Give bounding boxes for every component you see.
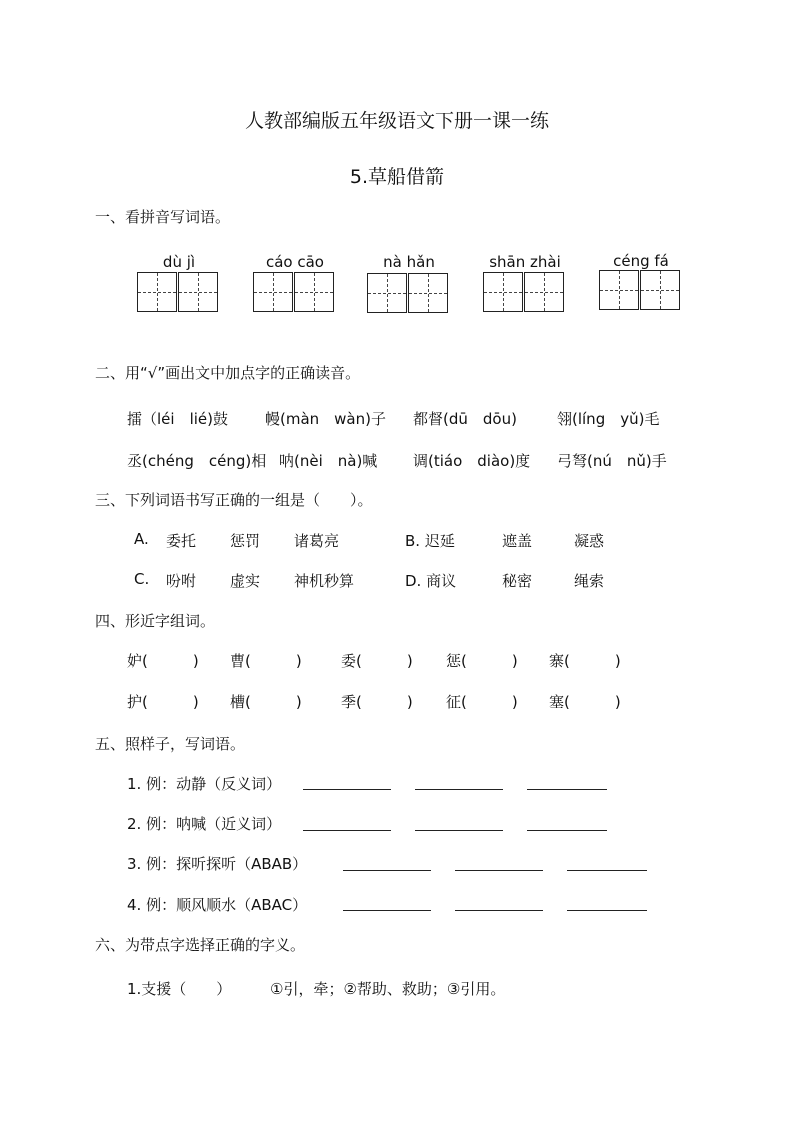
choice-letter[interactable]: B. 迟延 (405, 532, 455, 550)
reading-option[interactable]: 擂（léi lié)鼓 (127, 410, 228, 428)
writing-grid-box[interactable] (408, 273, 448, 313)
section-4-heading: 四、形近字组词。 (95, 612, 216, 630)
section-1-heading: 一、看拼音写词语。 (95, 208, 231, 226)
lesson-title: 5.草船借箭 (349, 166, 445, 188)
choice-word: 凝惑 (574, 532, 605, 550)
choice-word: 委托 (166, 532, 197, 550)
char-group-item[interactable]: 曹( ) (230, 652, 302, 670)
choice-word: 虚实 (230, 572, 261, 590)
char-group-item[interactable]: 委( ) (341, 652, 413, 670)
answer-blank[interactable] (415, 830, 503, 831)
writing-grid-box[interactable] (294, 272, 334, 312)
char-group-item[interactable]: 槽( ) (230, 693, 302, 711)
choice-word: 惩罚 (230, 532, 261, 550)
choice-word: 神机秒算 (294, 572, 355, 590)
answer-blank[interactable] (455, 910, 543, 911)
writing-grid-box[interactable] (524, 272, 564, 312)
char-group-item[interactable]: 季( ) (341, 693, 413, 711)
writing-grid-box[interactable] (137, 272, 177, 312)
pinyin-label: cáo cāo (265, 253, 324, 271)
answer-blank[interactable] (303, 789, 391, 790)
reading-option[interactable]: 弓弩(nú nǔ)手 (557, 452, 667, 470)
section-3-heading: 三、下列词语书写正确的一组是（ ）。 (95, 491, 373, 509)
pinyin-label: céng fá (613, 252, 669, 270)
choice-word: 吩咐 (166, 572, 197, 590)
meaning-options: ①引，牵；②帮助、救助；③引用。 (270, 980, 506, 998)
char-group-item[interactable]: 惩( ) (446, 652, 518, 670)
answer-blank[interactable] (415, 789, 503, 790)
writing-grid-box[interactable] (253, 272, 293, 312)
choice-word: 绳索 (574, 572, 605, 590)
answer-blank[interactable] (303, 830, 391, 831)
choice-letter[interactable]: D. 商议 (405, 572, 457, 590)
reading-option[interactable]: 丞(chéng céng)相 (127, 452, 267, 470)
choice-word: 秘密 (502, 572, 533, 590)
reading-option[interactable]: 幔(màn wàn)子 (265, 410, 386, 428)
choice-word: 遮盖 (502, 532, 533, 550)
reading-option[interactable]: 都督(dū dōu) (413, 410, 517, 428)
choice-word: 诸葛亮 (294, 532, 340, 550)
writing-grid-box[interactable] (640, 270, 680, 310)
char-group-item[interactable]: 护( ) (127, 693, 199, 711)
writing-grid-box[interactable] (599, 270, 639, 310)
pinyin-label: dù jì (162, 253, 196, 271)
answer-blank[interactable] (343, 910, 431, 911)
pinyin-label: nà hǎn (383, 253, 435, 271)
answer-blank[interactable] (343, 870, 431, 871)
char-group-item[interactable]: 寨( ) (549, 652, 621, 670)
char-group-item[interactable]: 妒( ) (127, 652, 199, 670)
answer-blank[interactable] (527, 789, 607, 790)
section-6-heading: 六、为带点字选择正确的字义。 (95, 936, 306, 954)
choice-letter[interactable]: C. (134, 570, 150, 588)
char-group-item[interactable]: 塞( ) (549, 693, 621, 711)
writing-grid-box[interactable] (178, 272, 218, 312)
page-title: 人教部编版五年级语文下册一课一练 (244, 110, 549, 132)
example-item: 4. 例：顺风顺水（ABAC） (127, 896, 308, 914)
example-item: 2. 例：呐喊（近义词） (127, 815, 282, 833)
answer-blank[interactable] (455, 870, 543, 871)
section-5-heading: 五、照样子，写词语。 (95, 735, 246, 753)
answer-blank[interactable] (527, 830, 607, 831)
example-item: 1. 例：动静（反义词） (127, 775, 282, 793)
reading-option[interactable]: 呐(nèi nà)喊 (279, 452, 378, 470)
reading-option[interactable]: 调(tiáo diào)度 (413, 452, 531, 470)
char-group-item[interactable]: 征( ) (446, 693, 518, 711)
writing-grid-box[interactable] (483, 272, 523, 312)
section-2-heading: 二、用“√”画出文中加点字的正确读音。 (95, 364, 361, 382)
answer-blank[interactable] (567, 870, 647, 871)
reading-option[interactable]: 翎(líng yǔ)毛 (557, 410, 660, 428)
answer-blank[interactable] (567, 910, 647, 911)
meaning-question[interactable]: 1.支援（ ） (127, 980, 232, 998)
choice-letter[interactable]: A. (134, 530, 149, 548)
pinyin-label: shān zhài (489, 253, 561, 271)
writing-grid-box[interactable] (367, 273, 407, 313)
example-item: 3. 例：探听探听（ABAB） (127, 855, 308, 873)
